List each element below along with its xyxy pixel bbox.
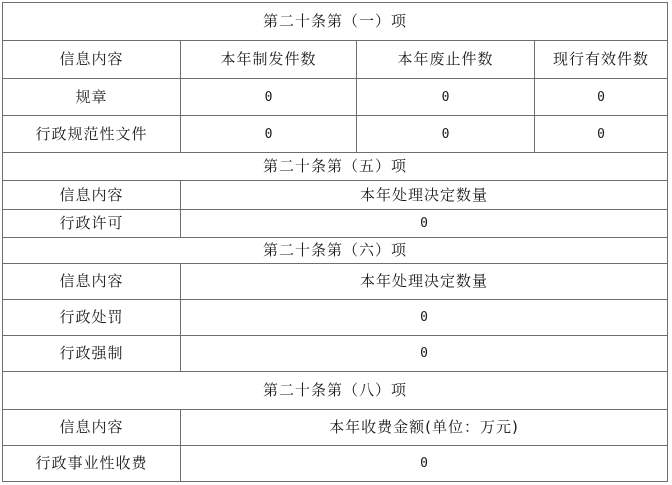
header-issued-count: 本年制发件数 xyxy=(181,41,357,79)
header-valid-count: 现行有效件数 xyxy=(535,41,668,79)
section-title-5: 第二十条第（五）项 xyxy=(3,153,668,181)
header-info-content: 信息内容 xyxy=(3,181,181,210)
admin-fees-value: 0 xyxy=(181,446,668,482)
header-repealed-count: 本年废止件数 xyxy=(357,41,535,79)
section-title-1: 第二十条第（一）项 xyxy=(3,3,668,41)
row-label-enforcement: 行政强制 xyxy=(3,336,181,372)
header-info-content: 信息内容 xyxy=(3,264,181,300)
rules-issued-value: 0 xyxy=(181,79,357,116)
penalty-value: 0 xyxy=(181,300,668,336)
rules-valid-value: 0 xyxy=(535,79,668,116)
normative-valid-value: 0 xyxy=(535,116,668,153)
header-decision-count: 本年处理决定数量 xyxy=(181,264,668,300)
header-decision-count: 本年处理决定数量 xyxy=(181,181,668,210)
normative-issued-value: 0 xyxy=(181,116,357,153)
row-label-rules: 规章 xyxy=(3,79,181,116)
header-fee-amount: 本年收费金额(单位：万元) xyxy=(181,410,668,446)
row-label-admin-fees: 行政事业性收费 xyxy=(3,446,181,482)
enforcement-value: 0 xyxy=(181,336,668,372)
row-label-penalty: 行政处罚 xyxy=(3,300,181,336)
row-label-normative-documents: 行政规范性文件 xyxy=(3,116,181,153)
disclosure-table xyxy=(2,2,668,482)
section-title-8: 第二十条第（八）项 xyxy=(3,372,668,410)
header-info-content: 信息内容 xyxy=(3,410,181,446)
row-label-licensing: 行政许可 xyxy=(3,210,181,238)
normative-repealed-value: 0 xyxy=(357,116,535,153)
header-info-content: 信息内容 xyxy=(3,41,181,79)
licensing-value: 0 xyxy=(181,210,668,238)
section-title-6: 第二十条第（六）项 xyxy=(3,238,668,264)
rules-repealed-value: 0 xyxy=(357,79,535,116)
